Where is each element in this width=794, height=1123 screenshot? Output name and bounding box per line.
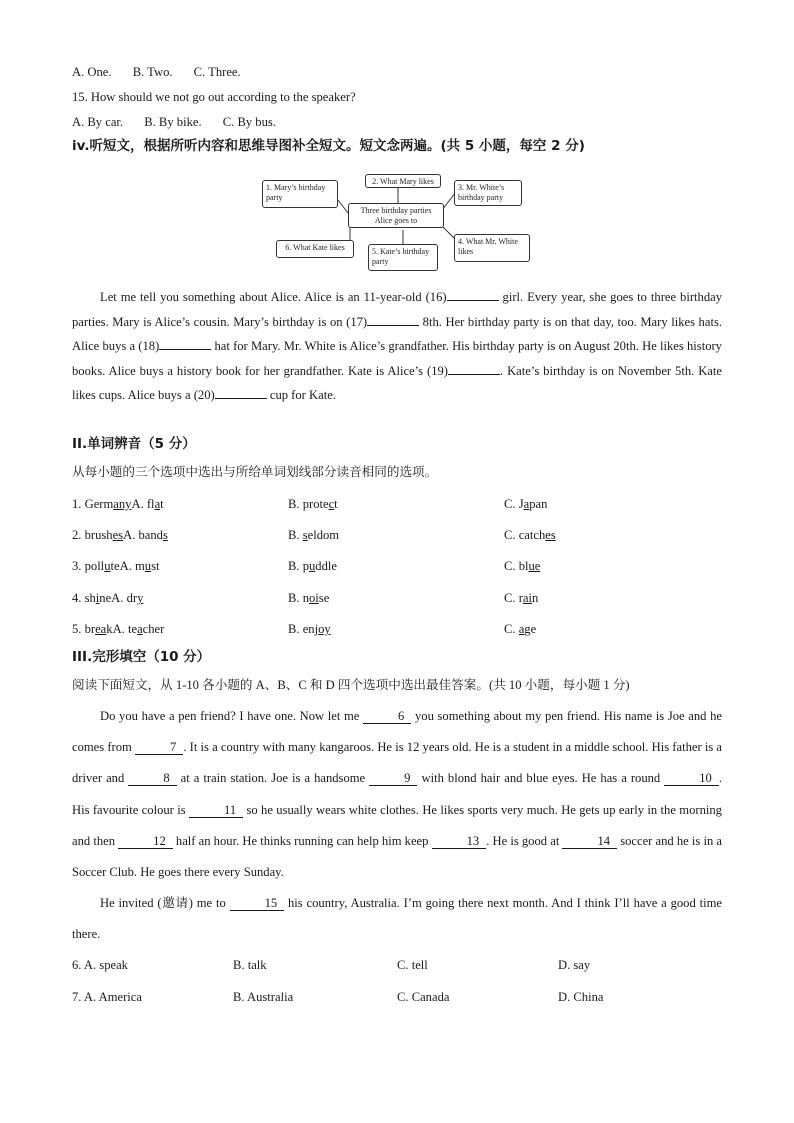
section-iv-heading: iv.听短文，根据所听内容和思维导图补全短文。短文念两遍。(共 5 小题，每空 2 分) <box>72 138 585 154</box>
section-iii-instruction: 阅读下面短文，从 1-10 各小题的 A、B、C 和 D 四个选项中选出最佳答案。(共 10 小题，每小题 1 分) <box>72 678 630 692</box>
phonics-3-option-c: C. blue <box>504 559 541 573</box>
phonics-2-option-c: C. catches <box>504 528 556 542</box>
q15-options <box>72 114 294 130</box>
phonics-1-option-c: C. Japan <box>504 497 548 511</box>
cloze-blank-9[interactable]: 9 <box>369 771 417 786</box>
mind-map-node-1: 1. Mary’s birthday party <box>262 180 338 208</box>
q15-option-c: C. By bus. <box>222 115 276 129</box>
mind-map-node-4: 4. What Mr. White likes <box>454 234 530 262</box>
phonics-4-question: 4. shineA. dry <box>72 591 144 605</box>
q15-option-a: A. By car. <box>72 115 124 129</box>
blank-19[interactable] <box>448 362 500 375</box>
q15-option-b: B. By bike. <box>144 115 202 129</box>
mind-map-node-6: 6. What Kate likes <box>276 240 354 258</box>
q6-option-a[interactable]: 6. A. speak <box>72 958 128 972</box>
phonics-5-option-c: C. age <box>504 622 537 636</box>
cloze-paragraph-1: Do you have a pen friend? I have one. Now let me 6 you something about my pen friend. His name is Joe and he comes from 7 . It is a country with many kangaroos. He is 12 years old. He is a student in a middle school. His father is a driver and 8 at a train station. Joe is a handsome 9 with blond hair and blue eyes. He has a round 10 . His favourite colour is 11 so he usually wears white clothes. He likes sports very much. He gets up early in the morning and then 12 half an hour. He thinks running can help him keep 13 . He is good at 14 soccer and he is in a Soccer Club. He goes there every Sunday. <box>72 709 722 880</box>
q7-option-c[interactable]: C. Canada <box>397 990 450 1004</box>
passage-text-4: hat for Mary. Mr. White is Alice’s grandfather. His birthday party is on August 20th. He likes history books. Alice buys a history book for her grandfather. Kate is Alice’s (19) <box>72 339 722 378</box>
cloze-blank-7[interactable]: 7 <box>135 740 183 755</box>
phonics-item-2 <box>72 527 732 543</box>
cloze-blank-11[interactable]: 11 <box>189 803 243 818</box>
cloze-q6-options <box>72 957 732 973</box>
mind-map <box>258 172 534 272</box>
cloze-blank-8[interactable]: 8 <box>128 771 176 786</box>
phonics-1-question: 1. GermanyA. flat <box>72 497 164 511</box>
q14-options <box>72 64 259 80</box>
cloze-blank-14[interactable]: 14 <box>562 834 617 849</box>
phonics-item-1 <box>72 496 732 512</box>
blank-17[interactable] <box>367 313 419 326</box>
phonics-4-option-b: B. noise <box>288 591 330 605</box>
passage-text-2: girl. Every year, she goes to three birthday parties. Mary is Alice’s cousin. Mary’s birthday is on (17) <box>72 290 723 329</box>
blank-18[interactable] <box>159 337 211 350</box>
phonics-3-question: 3. polluteA. must <box>72 559 160 573</box>
cloze-blank-6[interactable]: 6 <box>363 709 411 724</box>
q6-option-b[interactable]: B. talk <box>233 958 267 972</box>
q14-option-a: A. One. <box>72 65 112 79</box>
q7-option-d[interactable]: D. China <box>558 990 604 1004</box>
passage-text-5: . Kate’s birthday is on November 5th. Kate likes cups. Alice buys a (20) <box>72 363 722 403</box>
mind-map-center: Three birthday parties Alice goes to <box>348 203 444 228</box>
passage-text-6: cup for Kate. <box>266 388 336 403</box>
cloze-blank-13[interactable]: 13 <box>432 834 487 849</box>
q7-option-a[interactable]: 7. A. America <box>72 990 142 1004</box>
cloze-blank-15[interactable]: 15 <box>230 896 285 911</box>
q14-option-c: C. Three. <box>193 65 241 79</box>
q6-option-d[interactable]: D. say <box>558 958 591 972</box>
phonics-1-option-b: B. protect <box>288 497 338 511</box>
phonics-item-3 <box>72 558 732 574</box>
q15-question: 15. How should we not go out according to the speaker? <box>72 90 356 104</box>
cloze-paragraph-2: He invited (邀请) me to 15 his country, Australia. I’m going there next month. And I think I’ll have a good time there. <box>72 896 722 942</box>
cloze-q7-options <box>72 989 732 1005</box>
passage-text-1: Let me tell you something about Alice. Alice is an 11-year-old (16) <box>100 290 447 304</box>
mind-map-node-2: 2. What Mary likes <box>365 174 441 188</box>
q7-option-b[interactable]: B. Australia <box>233 990 294 1004</box>
phonics-5-question: 5. breakA. teacher <box>72 622 165 636</box>
q6-option-c[interactable]: C. tell <box>397 958 428 972</box>
mind-map-node-5: 5. Kate’s birthday party <box>368 244 438 271</box>
phonics-item-5 <box>72 621 732 637</box>
phonics-2-option-b: B. seldom <box>288 528 340 542</box>
section-ii-instruction: 从每小题的三个选项中选出与所给单词划线部分读音相同的选项。 <box>72 465 438 479</box>
mind-map-node-3: 3. Mr. White’s birthday party <box>454 180 522 206</box>
cloze-blank-12[interactable]: 12 <box>118 834 173 849</box>
blank-16[interactable] <box>447 288 499 301</box>
cloze-passage <box>72 701 722 951</box>
section-iii-heading: III.完形填空（10 分） <box>72 649 211 665</box>
phonics-4-option-c: C. rain <box>504 591 539 605</box>
phonics-5-option-b: B. enjoy <box>288 622 331 636</box>
phonics-2-question: 2. brushesA. bands <box>72 528 168 542</box>
q14-option-b: B. Two. <box>132 65 173 79</box>
section-iv-passage <box>72 285 722 408</box>
cloze-blank-10[interactable]: 10 <box>664 771 719 786</box>
phonics-3-option-b: B. puddle <box>288 559 337 573</box>
passage-text-3: 8th. Her birthday party is on that day, too. Mary likes hats. Alice buys a (18) <box>72 314 722 354</box>
section-ii-heading: II.单词辨音（5 分） <box>72 436 196 452</box>
phonics-item-4 <box>72 590 732 606</box>
blank-20[interactable] <box>215 386 267 399</box>
